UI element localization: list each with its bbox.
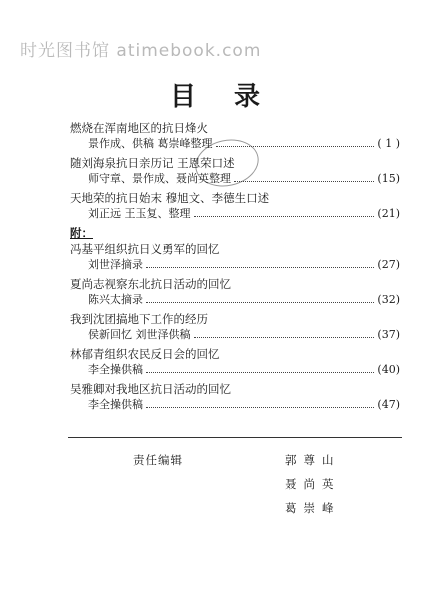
dot-leader <box>146 371 374 373</box>
toc-entry-page: (47) <box>377 398 400 411</box>
watermark: 时光图书馆 atimebook.com <box>20 41 262 61</box>
toc-entry <box>70 120 400 152</box>
dot-leader <box>194 336 375 338</box>
toc-entry-line <box>70 292 400 308</box>
divider <box>68 437 402 438</box>
toc-entry-credit: 李全操供稿 <box>88 398 143 411</box>
toc-entry <box>70 311 400 343</box>
toc-entry-page: (40) <box>377 363 400 376</box>
toc-entry-credit: 师守章、景作成、聂尚英整理 <box>88 172 231 185</box>
toc-entry-page: (37) <box>377 328 400 341</box>
editor-name: 郭尊山 <box>285 453 341 467</box>
toc-entry-title: 冯基平组织抗日义勇军的回忆 <box>70 242 220 256</box>
page-title: 目录 <box>169 82 298 112</box>
toc-entry <box>70 381 400 413</box>
toc-entry-credit: 刘世泽摘录 <box>88 258 143 271</box>
toc-entry <box>70 190 400 222</box>
toc-entry <box>70 276 400 308</box>
toc-entry-line <box>70 397 400 413</box>
toc-entry-title: 随刘海泉抗日亲历记 王恩荣口述 <box>70 156 235 170</box>
toc-entry-title: 天地荣的抗日始末 穆旭文、李德生口述 <box>70 191 270 205</box>
toc-entry-line <box>70 327 400 343</box>
toc-entry-title: 燃烧在浑南地区的抗日烽火 <box>70 121 208 135</box>
toc-entry-line <box>70 206 400 222</box>
toc-entry-line <box>70 257 400 273</box>
main-entries <box>70 120 400 222</box>
dot-leader <box>146 266 374 268</box>
toc-entry <box>70 346 400 378</box>
editors-label: 责任编辑 <box>133 453 183 467</box>
dot-leader <box>194 215 375 217</box>
toc-entry-title: 吴雅卿对我地区抗日活动的回忆 <box>70 382 231 396</box>
dot-leader <box>146 301 374 303</box>
toc-entry-credit: 陈兴太摘录 <box>88 293 143 306</box>
toc-entry-line <box>70 136 400 152</box>
toc-entry-page: ( 1 ) <box>377 137 400 150</box>
toc-entry-page: (15) <box>377 172 400 185</box>
table-of-contents <box>70 120 400 416</box>
toc-entry-title: 夏尚志视察东北抗日活动的回忆 <box>70 277 231 291</box>
editor-name: 聂尚英 <box>285 477 341 491</box>
editor-name: 葛崇峰 <box>285 501 341 515</box>
appendix-label: 附： <box>70 226 93 240</box>
toc-entry-credit: 景作成、供稿 葛崇峰整理 <box>88 137 213 150</box>
dot-leader <box>146 406 374 408</box>
appendix-entries <box>70 241 400 413</box>
toc-entry-line <box>70 362 400 378</box>
toc-entry-credit: 侯新回忆 刘世泽供稿 <box>88 328 191 341</box>
toc-entry-line <box>70 171 400 187</box>
dot-leader <box>234 180 374 182</box>
toc-entry-credit: 李全操供稿 <box>88 363 143 376</box>
toc-entry <box>70 241 400 273</box>
toc-entry-title: 林郁青组织农民反日会的回忆 <box>70 347 220 361</box>
toc-entry <box>70 155 400 187</box>
toc-entry-page: (21) <box>377 207 400 220</box>
toc-entry-title: 我到沈团搞地下工作的经历 <box>70 312 208 326</box>
toc-entry-page: (27) <box>377 258 400 271</box>
toc-entry-page: (32) <box>377 293 400 306</box>
dot-leader <box>216 145 375 147</box>
toc-entry-credit: 刘正远 王玉复、整理 <box>88 207 191 220</box>
